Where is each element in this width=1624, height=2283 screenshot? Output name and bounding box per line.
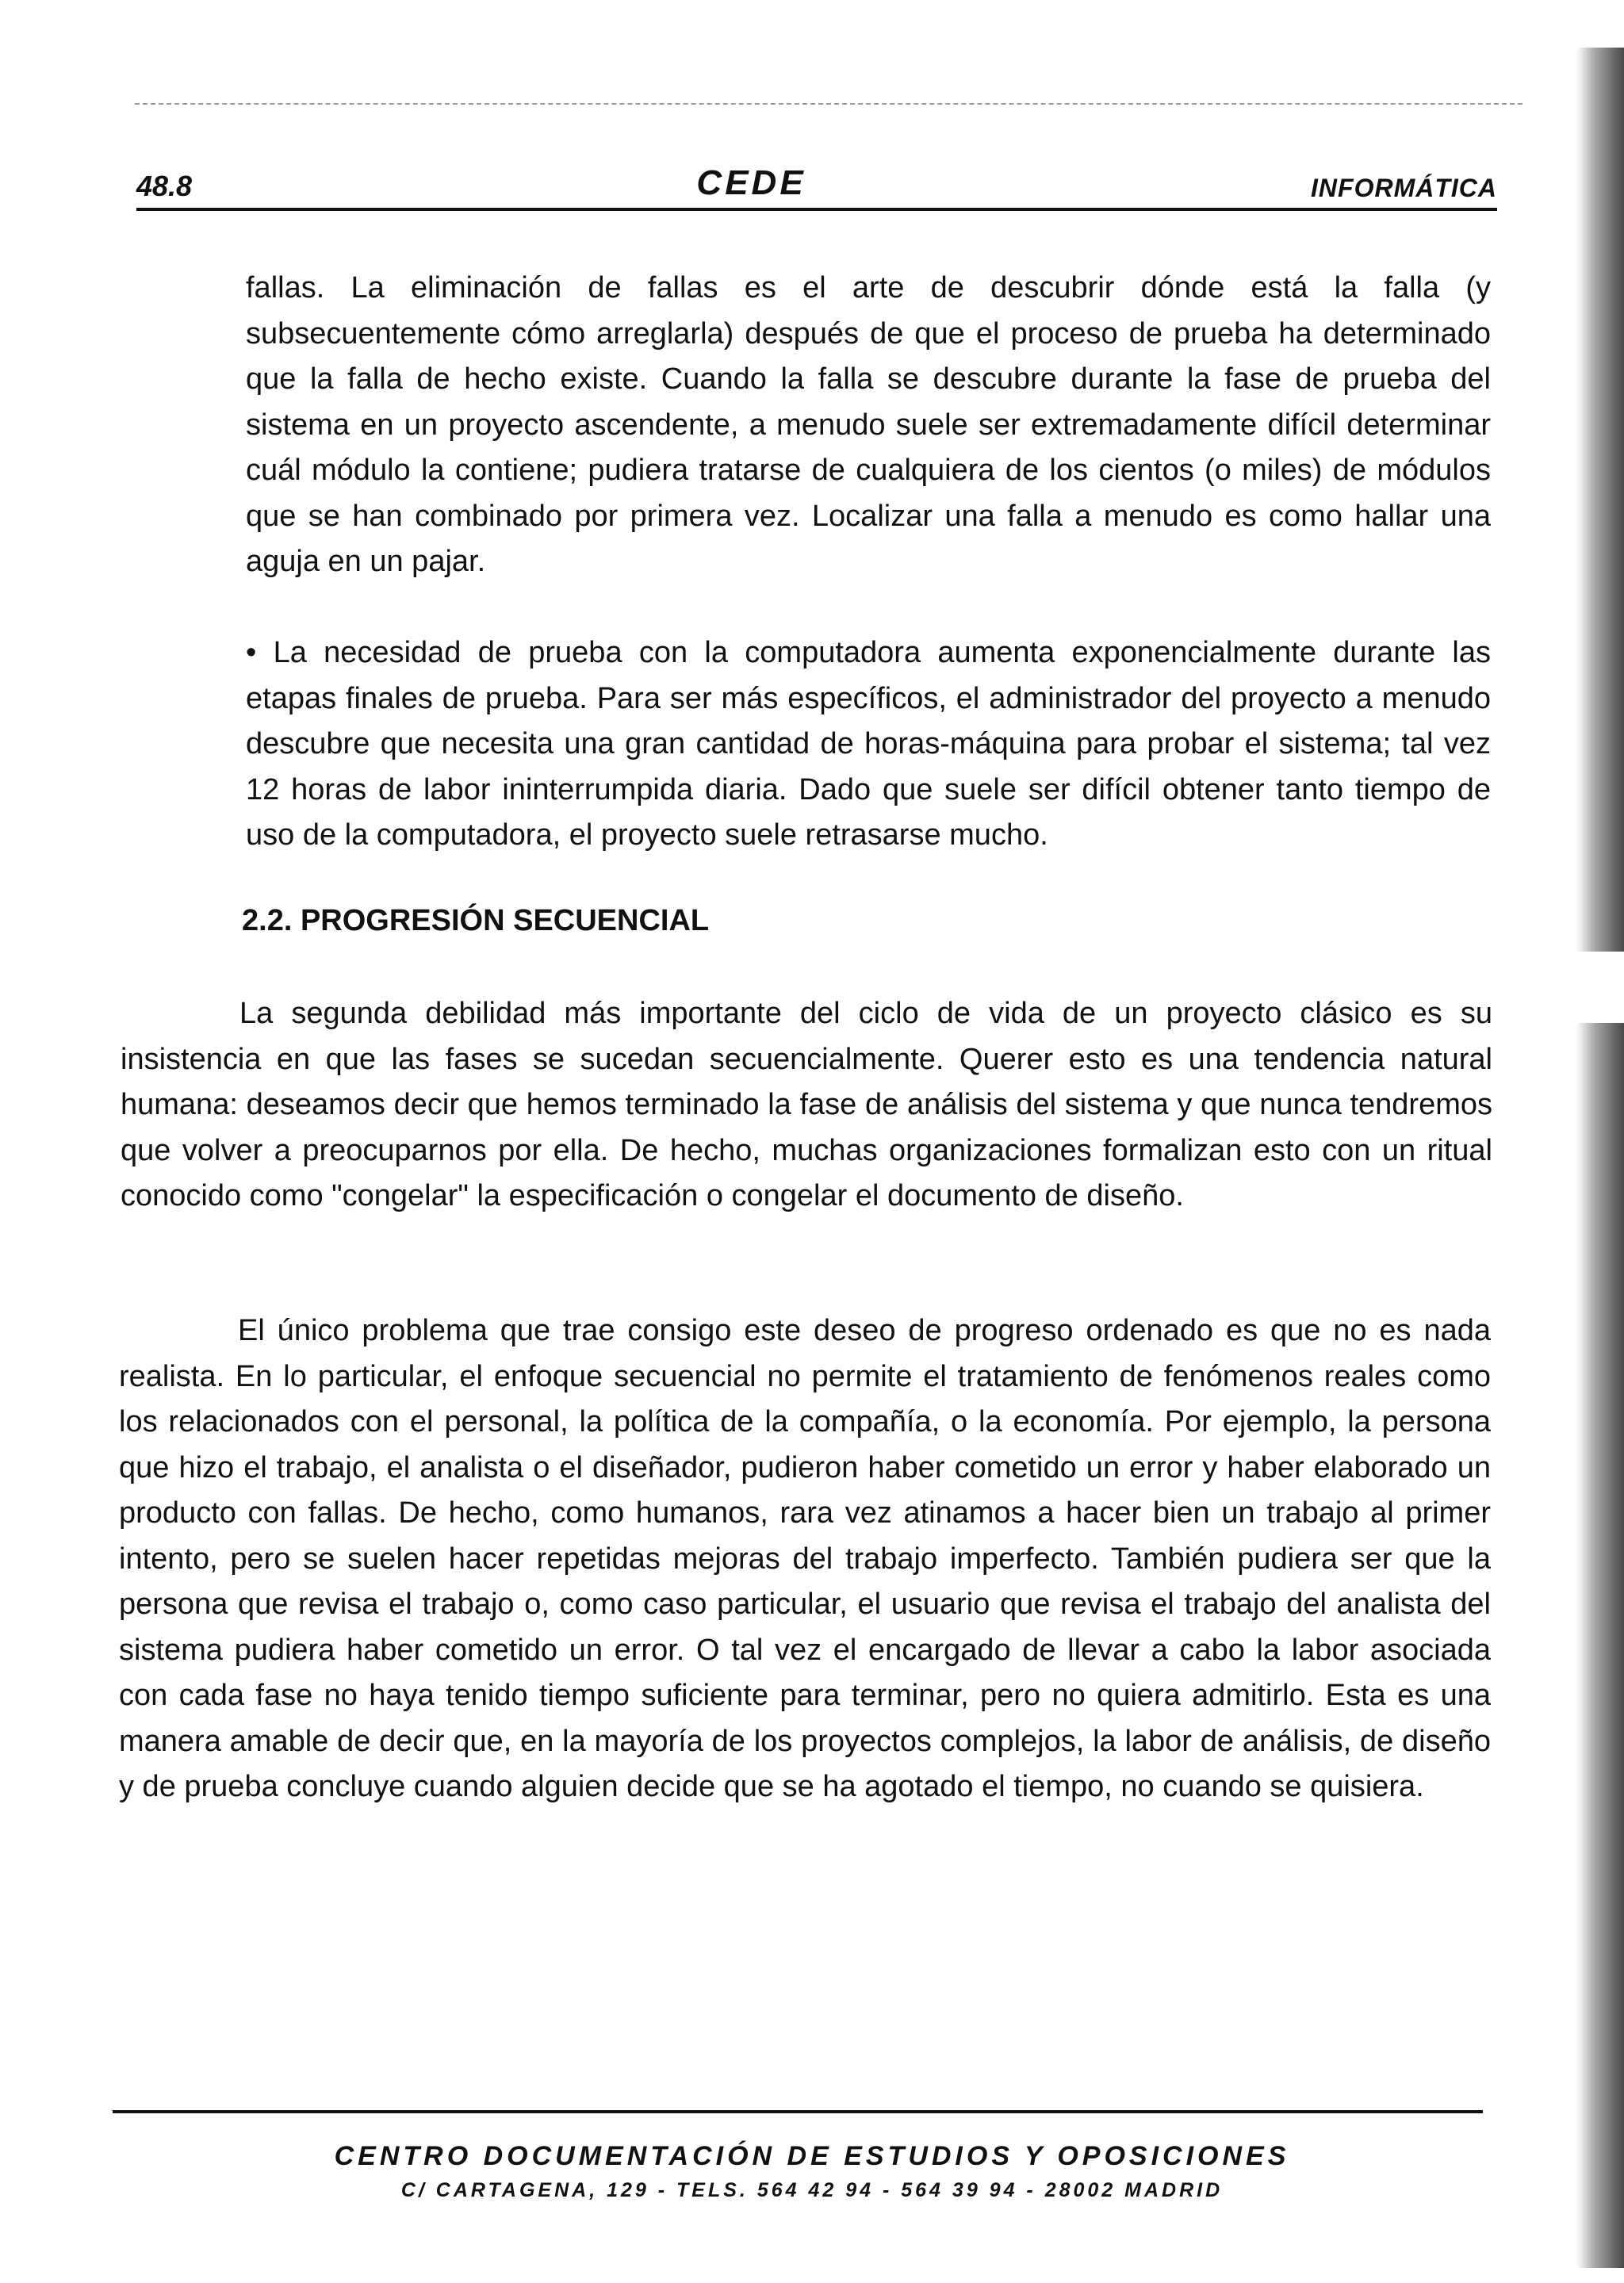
section-heading: 2.2. PROGRESIÓN SECUENCIAL — [242, 904, 710, 937]
brand-logo-text: CEDE — [696, 163, 806, 202]
page-number: 48.8 — [136, 170, 193, 202]
bullet-text: La necesidad de prueba con la computadora aumenta exponencialmente durante las etapas finales de prueba. Para ser más específicos, el administrador del proyecto a menudo descubre que necesita una gran cantidad de horas-máquina para probar el sistema; tal vez 12 horas de labor ininterrumpida diaria. Dado que suele ser difícil obtener tanto tiempo de uso de la computadora, el proyecto suele retrasarse mucho. — [246, 636, 1491, 852]
footer-organization: CENTRO DOCUMENTACIÓN DE ESTUDIOS Y OPOSICIONES — [334, 2141, 1290, 2171]
page-header — [136, 155, 1497, 211]
footer-rule — [113, 2110, 1483, 2113]
paragraph-segunda-debilidad: La segunda debilidad más importante del ciclo de vida de un proyecto clásico es su insistencia en que las fases se sucedan secuencialmente. Querer esto es una tendencia natural humana: deseamos decir que hemos terminado la fase de análisis del sistema y que nunca tendremos que volver a preocuparnos por ella. De hecho, muchas organizaciones formalizan esto con un ritual conocido como "congelar" la especificación o congelar el documento de diseño. — [121, 997, 1492, 1212]
paragraph-unico-problema: El único problema que trae consigo este deseo de progreso ordenado es que no es nada realista. En lo particular, el enfoque secuencial no permite el tratamiento de fenómenos reales como los relacionados con el personal, la política de la compañía, o la economía. Por ejemplo, la persona que hizo el trabajo, el analista o el diseñador, pudieron haber cometido un error y haber elaborado un producto con fallas. De hecho, como humanos, rara vez atinamos a hacer bien un trabajo al primer intento, pero se suelen hacer repetidas mejoras del trabajo imperfecto. También pudiera ser que la persona que revisa el trabajo o, como caso particular, el usuario que revisa el trabajo del analista del sistema pudiera haber cometido un error. O tal vez el encargado de llevar a cabo la labor asociada con cada fase no haya tenido tiempo suficiente para terminar, pero no quiera admitirlo. Esta es una manera amable de decir que, en la mayoría de los proyectos complejos, la labor de análisis, de diseño y de prueba concluye cuando alguien decide que se ha agotado el tiempo, no cuando se quisiera. — [119, 1314, 1491, 1803]
scan-edge-shadow — [1576, 48, 1624, 2268]
scan-edge-gap — [1576, 952, 1624, 1023]
section-tag: INFORMÁTICA — [1311, 174, 1497, 202]
paragraph-fallas: fallas. La eliminación de fallas es el arte de descubrir dónde está la falla (y subsecuentemente cómo arreglarla) después de que el proceso de prueba ha determinado que la falla de hecho existe. Cuando la falla se descubre durante la fase de prueba del sistema en un proyecto ascendente, a menudo suele ser extremadamente difícil determinar cuál módulo la contiene; pudiera tratarse de cualquiera de los cientos (o miles) de módulos que se han combinado por primera vez. Localizar una falla a menudo es como hallar una aguja en un pajar. — [246, 271, 1491, 578]
scan-noise-line — [135, 103, 1522, 105]
bullet-icon: • — [246, 636, 257, 669]
footer-address: C/ CARTAGENA, 129 - TELS. 564 42 94 - 564 39 94 - 28002 MADRID — [400, 2179, 1224, 2201]
bullet-paragraph — [246, 630, 1491, 859]
